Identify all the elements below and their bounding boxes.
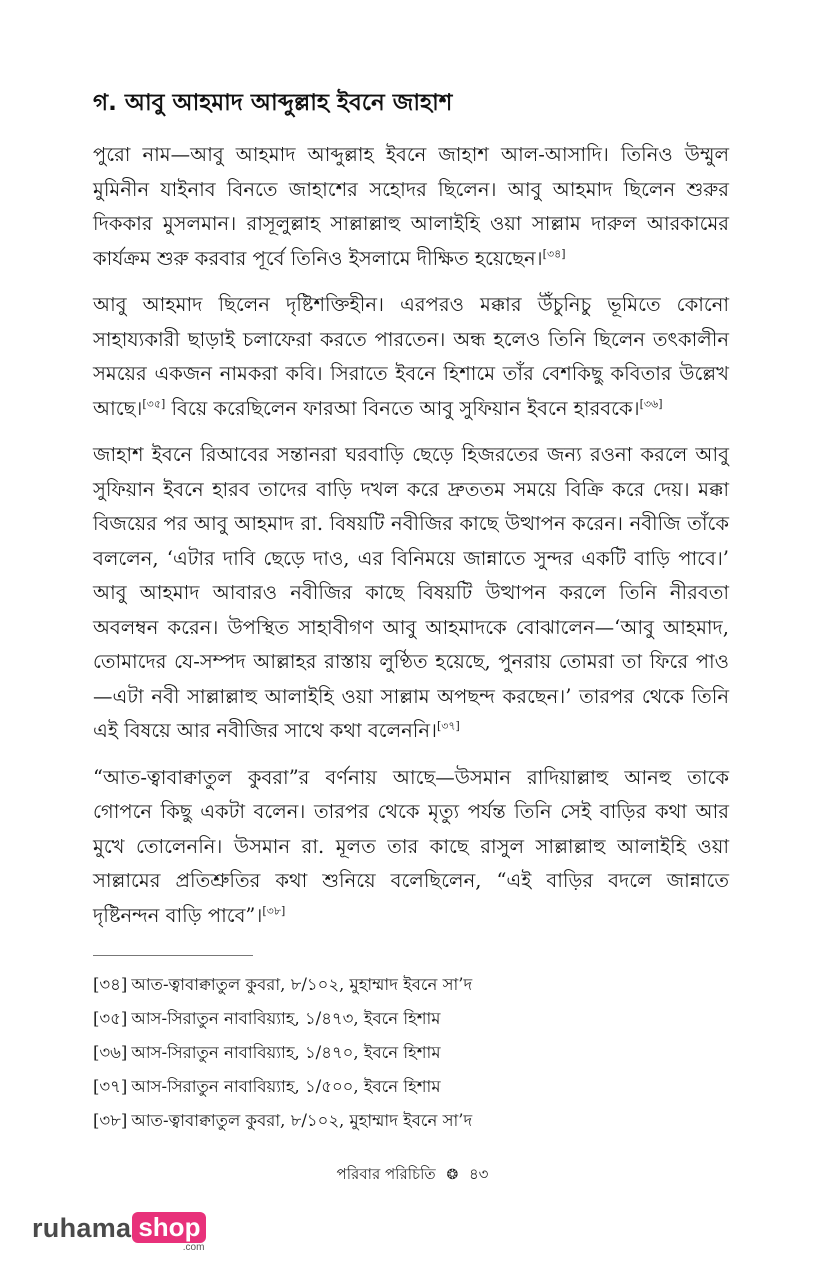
footnote-text: আস-সিরাতুন নাবাবিয়্যাহ, ১/৪৭৩, ইবনে হিশাম: [131, 1009, 441, 1028]
footnote-item: [93, 1104, 729, 1138]
footnote-number: [৩৪]: [93, 975, 128, 994]
ruhamashop-logo: [32, 1212, 206, 1252]
paragraph-text: “আত-ত্বাবাক্বাতুল কুবরা”র বর্ণনায় আছে—উসমান রাদিয়াল্লাহু আনহু তাকে গোপনে কিছু একটা বলেন। তারপর থেকে মৃত্যু পর্যন্ত তিনি সেই বাড়ির কথা আর মুখে তোলেননি। উসমান রা. মূলত তার কাছে রাসুল সাল্লাল্লাহু আলাইহি ওয়া সাল্লামের প্রতিশ্রুতির কথা শুনিয়ে বলেছিলেন, “এই বাড়ির বদলে জান্নাতে দৃষ্টিনন্দন বাড়ি পাবে”।: [93, 765, 729, 927]
paragraph-text: পুরো নাম—আবু আহমাদ আব্দুল্লাহ ইবনে জাহাশ আল-আসাদি। তিনিও উম্মুল মুমিনীন যাইনাব বিনতে জাহাশের সহোদর ছিলেন। আবু আহমাদ ছিলেন শুরুর দিককার মুসলমান। রাসূলুল্লাহ সাল্লাল্লাহু আলাইহি ওয়া সাল্লাম দারুল আরকামের কার্যক্রম শুরু করবার পূর্বে তিনিও ইসলামে দীক্ষিত হয়েছেন।: [93, 143, 729, 270]
footnote-number: [৩৫]: [93, 1009, 128, 1028]
footnote-number: [৩৮]: [93, 1111, 128, 1130]
logo-shop-wrap: [132, 1212, 206, 1253]
footnote-reference[interactable]: [৩৮]: [262, 904, 286, 917]
footnote-item: [93, 1036, 729, 1070]
paragraph-text: জাহাশ ইবনে রিআবের সন্তানরা ঘরবাড়ি ছেড়ে হিজরতের জন্য রওনা করলে আবু সুফিয়ান ইবনে হারব তাদের বাড়ি দখল করে দ্রুততম সময়ে বিক্রি করে দেয়। মক্কা বিজয়ের পর আবু আহমাদ রা. বিষয়টি নবীজির কাছে উত্থাপন করেন। নবীজি তাঁকে বললেন, ‘এটার দাবি ছেড়ে দাও, এর বিনিময়ে জান্নাতে সুন্দর একটি বাড়ি পাবে।’ আবু আহমাদ আবারও নবীজির কাছে বিষয়টি উত্থাপন করলে তিনি নীরবতা অবলম্বন করেন। উপস্থিত সাহাবীগণ আবু আহমাদকে বোঝালেন—‘আবু আহমাদ, তোমাদের যে-সম্পদ আল্লাহর রাস্তায় লুণ্ঠিত হয়েছে, পুনরায় তোমরা তা ফিরে পাও—এটা নবী সাল্লাল্লাহু আলাইহি ওয়া সাল্লাম অপছন্দ করছেন।’ তারপর থেকে তিনি এই বিষয়ে আর নবীজির সাথে কথা বলেননি।: [93, 443, 729, 742]
page-number: ৪৩: [468, 1165, 489, 1183]
footnote-item: [93, 968, 729, 1002]
footnote-item: [93, 1002, 729, 1036]
footer-section-title: পরিবার পরিচিতি: [336, 1165, 436, 1183]
body-paragraph: [93, 288, 729, 426]
footnote-text: আত-ত্বাবাক্বাতুল কুবরা, ৮/১০২, মুহাম্মাদ ইবনে সা’দ: [131, 1111, 473, 1130]
body-paragraph: [93, 138, 729, 276]
page-body: [93, 86, 729, 1138]
footnote-number: [৩৭]: [93, 1077, 128, 1096]
footnote-reference[interactable]: [৩৪]: [542, 247, 566, 260]
footnote-item: [93, 1070, 729, 1104]
section-heading: গ. আবু আহমাদ আব্দুল্লাহ ইবনে জাহাশ: [93, 90, 453, 116]
logo-text-ruhama: ruhama: [32, 1213, 132, 1243]
footnote-text: আস-সিরাতুন নাবাবিয়্যাহ, ১/৫০০, ইবনে হিশাম: [131, 1077, 441, 1096]
footnote-text: আত-ত্বাবাক্বাতুল কুবরা, ৮/১০২, মুহাম্মাদ ইবনে সা’দ: [131, 975, 473, 994]
footnote-divider: [93, 955, 253, 956]
running-footer: [0, 1163, 825, 1188]
logo-text-com: .com: [182, 1242, 205, 1253]
footer-ornament-icon: ❂: [446, 1167, 459, 1183]
paragraph-text: আবু আহমাদ ছিলেন দৃষ্টিশক্তিহীন। এরপরও মক্কার উঁচুনিচু ভূমিতে কোনো সাহায্যকারী ছাড়াই চলাফেরা করতে পারতেন। অন্ধ হলেও তিনি ছিলেন তৎকালীন সময়ের একজন নামকরা কবি। সিরাতে ইবনে হিশামে তাঁর বেশকিছু কবিতার উল্লেখ আছে।: [93, 293, 729, 420]
body-text: [93, 138, 729, 933]
footnotes-list: [93, 968, 729, 1138]
footnote-number: [৩৬]: [93, 1043, 128, 1062]
footnote-reference[interactable]: [৩৬]: [639, 397, 663, 410]
footnote-text: আস-সিরাতুন নাবাবিয়্যাহ, ১/৪৭০, ইবনে হিশাম: [131, 1043, 441, 1062]
body-paragraph: [93, 438, 729, 749]
footnote-reference[interactable]: [৩৭]: [436, 719, 460, 733]
footnote-reference[interactable]: [৩৫]: [142, 397, 166, 410]
paragraph-text: বিয়ে করেছিলেন ফারআ বিনতে আবু সুফিয়ান ইবনে হারবকে।: [165, 396, 640, 420]
body-paragraph: [93, 761, 729, 934]
logo-text-shop: shop: [132, 1212, 206, 1243]
